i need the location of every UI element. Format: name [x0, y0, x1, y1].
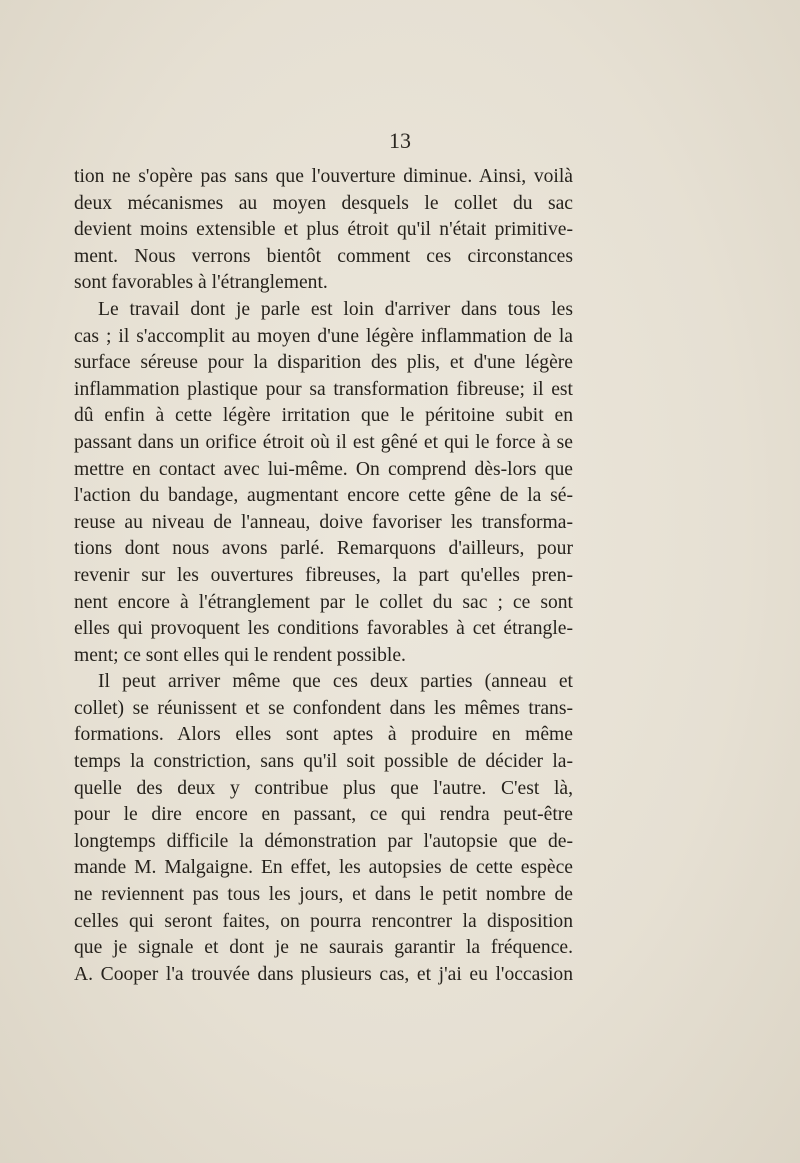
text-line: ment. Nous verrons bientôt comment ces circonstances	[74, 245, 573, 267]
text-line: dû enfin à cette légère irritation que le péritoine subit en	[74, 405, 573, 427]
text-line: nent encore à l'étranglement par le collet du sac ; ce sont	[74, 591, 573, 613]
text-line: revenir sur les ouvertures fibreuses, la part qu'elles pren-	[74, 564, 573, 586]
text-line: ne reviennent pas tous les jours, et dans le petit nombre de	[74, 884, 573, 906]
text-line: A. Cooper l'a trouvée dans plusieurs cas, et j'ai eu l'occasion	[74, 963, 573, 985]
paragraph-start-line: Le travail dont je parle est loin d'arriver dans tous les	[98, 298, 573, 320]
page-number: 13	[389, 128, 411, 153]
text-line: celles qui seront faites, on pourra rencontrer la disposition	[74, 910, 573, 932]
text-line: deux mécanismes au moyen desquels le collet du sac	[74, 192, 573, 214]
text-line: temps la constriction, sans qu'il soit possible de décider la-	[74, 751, 573, 773]
text-line: mande M. Malgaigne. En effet, les autopsies de cette espèce	[74, 857, 573, 879]
text-line: longtemps difficile la démonstration par l'autopsie que de-	[74, 830, 573, 852]
text-line: passant dans un orifice étroit où il est gêné et qui le force à se	[74, 431, 573, 453]
text-line: l'action du bandage, augmentant encore cette gêne de la sé-	[74, 485, 573, 507]
text-line: surface séreuse pour la disparition des plis, et d'une légère	[74, 352, 573, 374]
text-line: mettre en contact avec lui-même. On comprend dès-lors que	[74, 458, 573, 480]
text-line: cas ; il s'accomplit au moyen d'une légère inflammation de la	[74, 325, 573, 347]
text-line: devient moins extensible et plus étroit qu'il n'était primitive-	[74, 219, 573, 241]
body-text	[74, 164, 573, 988]
text-line: reuse au niveau de l'anneau, doive favoriser les transforma-	[74, 511, 573, 533]
text-line: tions dont nous avons parlé. Remarquons d'ailleurs, pour	[74, 538, 573, 560]
text-line: quelle des deux y contribue plus que l'autre. C'est là,	[74, 777, 573, 799]
text-line: pour le dire encore en passant, ce qui rendra peut-être	[74, 804, 573, 826]
paragraph-start-line: Il peut arriver même que ces deux parties (anneau et	[98, 671, 573, 693]
text-line: collet) se réunissent et se confondent dans les mêmes trans-	[74, 697, 573, 719]
text-line: sont favorables à l'étranglement.	[74, 272, 328, 294]
text-line: inflammation plastique pour sa transformation fibreuse; il est	[74, 378, 573, 400]
text-line: que je signale et dont je ne saurais garantir la fréquence.	[74, 937, 573, 959]
text-line: elles qui provoquent les conditions favorables à cet étrangle-	[74, 618, 573, 640]
text-line: tion ne s'opère pas sans que l'ouverture diminue. Ainsi, voilà	[74, 166, 573, 187]
text-line: formations. Alors elles sont aptes à produire en même	[74, 724, 573, 746]
text-line: ment; ce sont elles qui le rendent possible.	[74, 644, 406, 666]
